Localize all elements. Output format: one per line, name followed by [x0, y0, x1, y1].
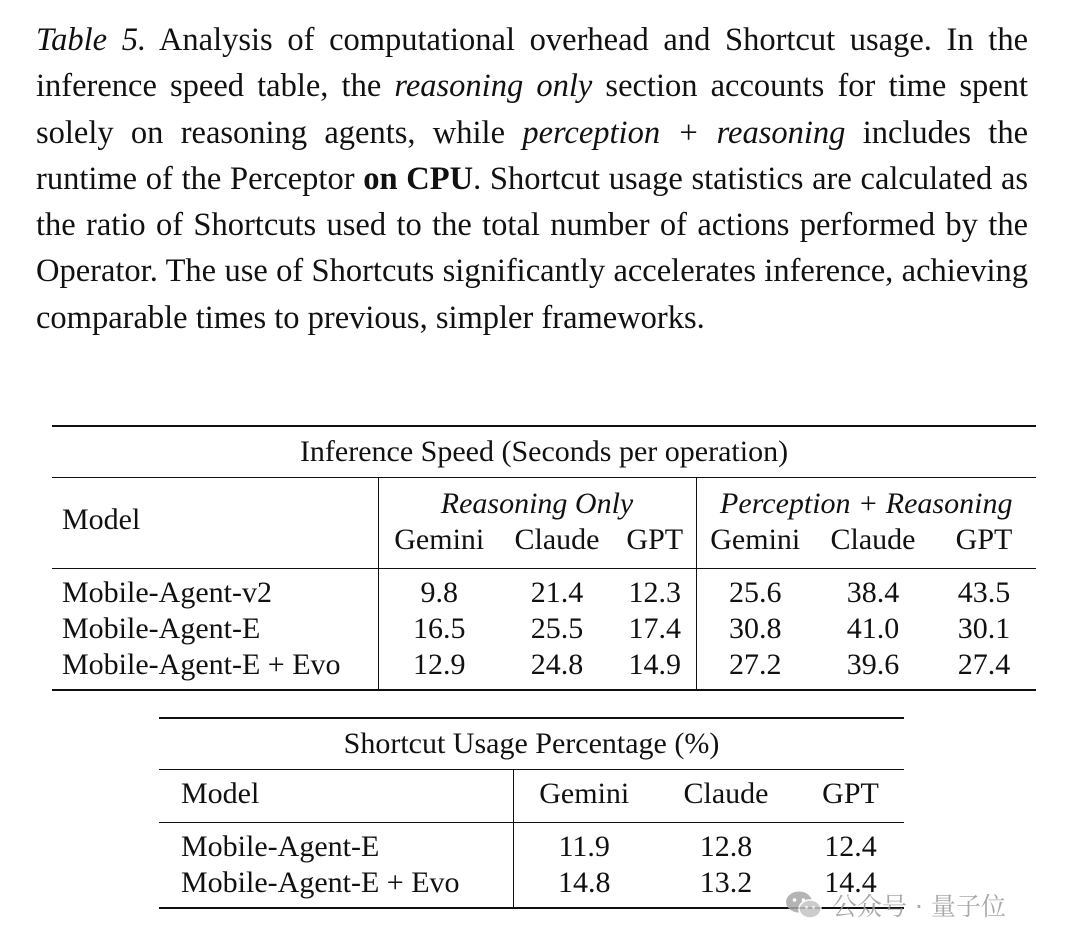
caption-label: Table 5. — [36, 22, 147, 58]
cell-value: 14.8 — [513, 865, 655, 908]
caption-text-2: section accounts for time spent solely on reasoning agents, while — [36, 68, 1028, 151]
cell-value: 14.9 — [628, 648, 681, 681]
cell-value: 25.6 — [696, 569, 814, 612]
cell-value: 12.9 — [378, 647, 500, 690]
shortcut-col-header: GPT — [822, 777, 879, 810]
cell-value: 27.2 — [696, 647, 814, 690]
cell-value: 30.8 — [696, 611, 814, 647]
cell-value: 9.8 — [378, 569, 500, 612]
caption-italic-reasoning-only: reasoning only — [394, 68, 593, 105]
cell-value: 38.4 — [846, 576, 900, 609]
shortcut-col-header: Gemini — [513, 770, 655, 823]
table-caption — [36, 17, 1028, 341]
speed-table-title: Inference Speed (Seconds per operation) — [299, 435, 789, 468]
shortcut-usage-table — [159, 717, 904, 909]
cell-value: 12.3 — [628, 576, 681, 609]
speed-col-header: GPT — [955, 523, 1013, 556]
table-row — [52, 611, 1036, 647]
row-model: Mobile-Agent-v2 — [62, 576, 272, 609]
shortcut-model-header: Model — [181, 777, 260, 810]
caption-bold-on-cpu: on CPU — [363, 160, 474, 197]
watermark-text: 公众号 · 量子位 — [832, 892, 1006, 921]
cell-value: 24.8 — [530, 648, 584, 681]
speed-col-header: Gemini — [378, 522, 500, 569]
cell-value: 12.4 — [824, 830, 877, 863]
group-perception-reasoning: Perception + Reasoning — [696, 478, 1036, 523]
cell-value: 25.5 — [530, 612, 584, 645]
row-model: Mobile-Agent-E + Evo — [181, 866, 460, 899]
shortcut-table-title: Shortcut Usage Percentage (%) — [343, 727, 720, 760]
inference-speed-table — [52, 425, 1036, 691]
wechat-icon — [784, 889, 824, 921]
caption-text-1: Analysis of computational overhead and Shortcut usage. In the inference speed table, the — [36, 22, 1028, 105]
cell-value: 12.8 — [699, 830, 753, 863]
speed-col-header: GPT — [626, 523, 684, 556]
cell-value: 30.1 — [957, 612, 1011, 645]
row-model: Mobile-Agent-E + Evo — [62, 648, 341, 681]
cell-value: 21.4 — [530, 576, 584, 609]
shortcut-col-header: Claude — [683, 777, 769, 810]
speed-col-header: Claude — [514, 523, 600, 556]
group-reasoning-only: Reasoning Only — [378, 478, 696, 523]
caption-text-3: includes the runtime of the Perceptor — [36, 114, 1029, 197]
row-model: Mobile-Agent-E — [62, 612, 261, 645]
cell-value: 14.4 — [824, 866, 877, 899]
cell-value: 16.5 — [378, 611, 500, 647]
speed-model-header: Model — [62, 503, 141, 536]
cell-value: 27.4 — [957, 648, 1011, 681]
watermark — [784, 885, 1006, 925]
caption-italic-perception-reasoning: perception + reasoning — [522, 114, 846, 151]
row-model: Mobile-Agent-E — [181, 830, 380, 863]
table-row — [52, 569, 1036, 612]
speed-col-header: Claude — [830, 523, 916, 556]
cell-value: 41.0 — [846, 612, 900, 645]
cell-value: 13.2 — [699, 866, 753, 899]
speed-col-header: Gemini — [696, 522, 814, 569]
cell-value: 17.4 — [628, 612, 681, 645]
table-row — [52, 647, 1036, 690]
caption-text-4: . Shortcut usage statistics are calculated as the ratio of Shortcuts used to the total number of actions performed by the Operator. The use of Shortcuts significantly accelerates inference, achieving comparable times to previous, simpler frameworks. — [36, 160, 1029, 336]
cell-value: 39.6 — [846, 648, 900, 681]
cell-value: 43.5 — [957, 576, 1011, 609]
table-row — [159, 823, 904, 866]
cell-value: 11.9 — [513, 823, 655, 866]
